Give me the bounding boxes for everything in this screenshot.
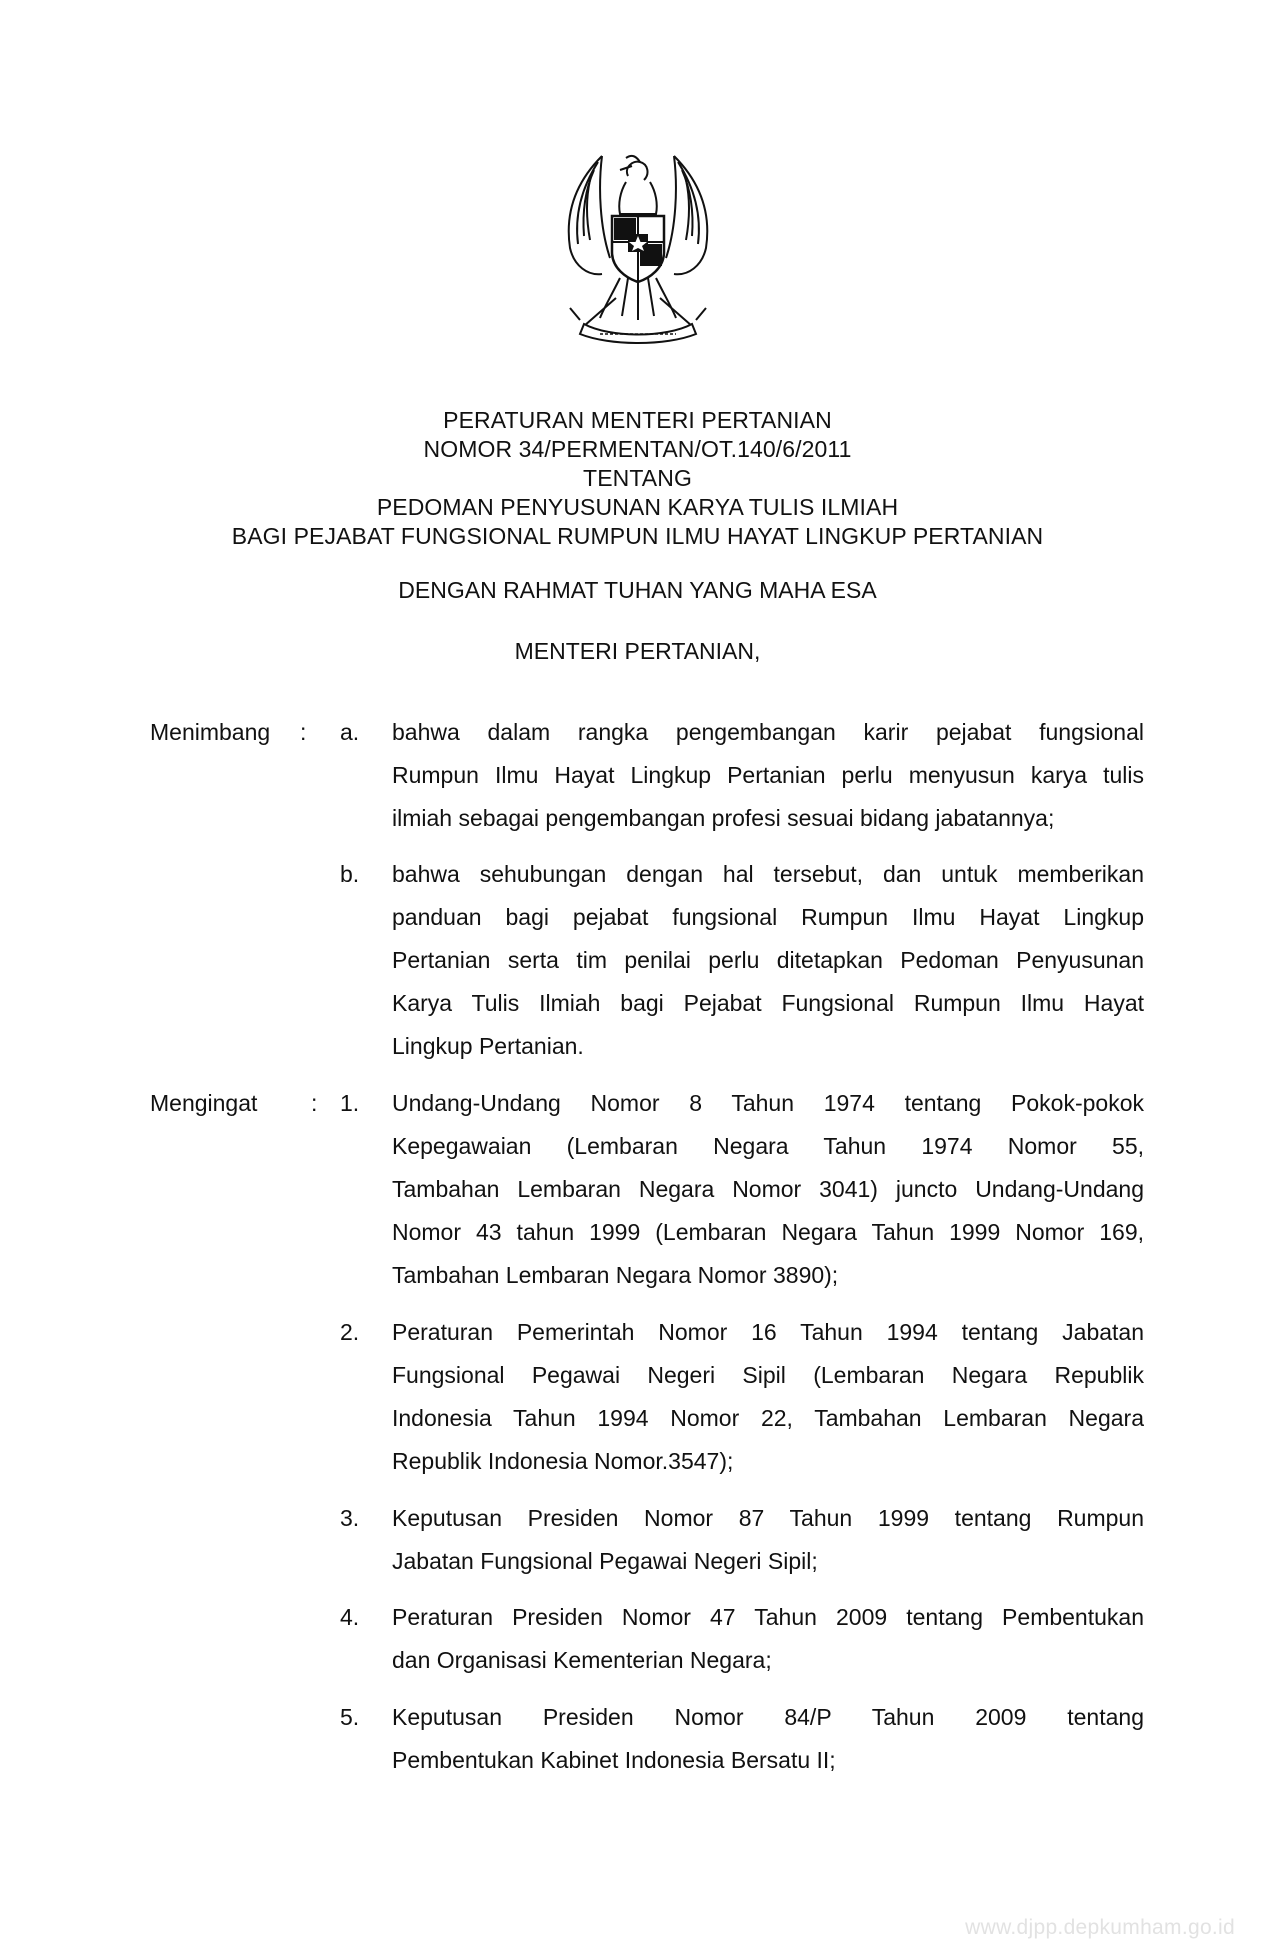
text-line: Jabatan Fungsional Pegawai Negeri Sipil; bbox=[392, 1548, 818, 1574]
text-line: ilmiah sebagai pengembangan profesi sesuai bidang jabatannya; bbox=[392, 805, 1055, 831]
mengingat-item-3-marker: 3. bbox=[340, 1505, 360, 1531]
text-line: Lingkup Pertanian. bbox=[392, 1033, 584, 1059]
menimbang-item-a bbox=[392, 711, 1144, 840]
menimbang-item-b bbox=[392, 853, 1144, 1068]
text-line: Tambahan Lembaran Negara Nomor 3890); bbox=[392, 1262, 839, 1288]
mengingat-item-3 bbox=[392, 1497, 1144, 1583]
text-line: Peraturan Pemerintah Nomor 16 Tahun 1994 tentang Jabatan bbox=[392, 1319, 1144, 1345]
text-line: Rumpun Ilmu Hayat Lingkup Pertanian perlu menyusun karya tulis bbox=[392, 762, 1144, 788]
title-line-regulation: PERATURAN MENTERI PERTANIAN bbox=[443, 407, 832, 433]
menimbang-item-a-marker: a. bbox=[340, 719, 360, 745]
mengingat-item-4-marker: 4. bbox=[340, 1604, 360, 1630]
text-line: panduan bagi pejabat fungsional Rumpun Ilmu Hayat Lingkup bbox=[392, 904, 1144, 930]
regulation-title bbox=[0, 406, 1275, 551]
menimbang-item-b-marker: b. bbox=[340, 861, 360, 887]
menimbang-colon: : bbox=[300, 719, 307, 745]
minister-heading: MENTERI PERTANIAN, bbox=[514, 638, 761, 664]
text-line: Peraturan Presiden Nomor 47 Tahun 2009 tentang Pembentukan bbox=[392, 1604, 1144, 1630]
mengingat-colon: : bbox=[311, 1090, 318, 1116]
mengingat-item-4 bbox=[392, 1596, 1144, 1682]
source-watermark: www.djpp.depkumham.go.id bbox=[965, 1916, 1235, 1939]
text-line: Keputusan Presiden Nomor 84/P Tahun 2009 tentang bbox=[392, 1704, 1144, 1730]
mengingat-item-1 bbox=[392, 1082, 1144, 1297]
text-line: Kepegawaian (Lembaran Negara Tahun 1974 Nomor 55, bbox=[392, 1133, 1144, 1159]
title-line-subject-1: PEDOMAN PENYUSUNAN KARYA TULIS ILMIAH bbox=[376, 494, 899, 520]
text-line: Indonesia Tahun 1994 Nomor 22, Tambahan Lembaran Negara bbox=[392, 1405, 1144, 1431]
mengingat-item-2 bbox=[392, 1311, 1144, 1483]
text-line: Pertanian serta tim penilai perlu ditetapkan Pedoman Penyusunan bbox=[392, 947, 1144, 973]
title-line-number: NOMOR 34/PERMENTAN/OT.140/6/2011 bbox=[423, 436, 852, 462]
title-line-about: TENTANG bbox=[583, 465, 692, 491]
text-line: Fungsional Pegawai Negeri Sipil (Lembaran Negara Republik bbox=[392, 1362, 1144, 1388]
text-line: bahwa sehubungan dengan hal tersebut, dan untuk memberikan bbox=[392, 861, 1144, 887]
text-line: dan Organisasi Kementerian Negara; bbox=[392, 1647, 772, 1673]
text-line: Keputusan Presiden Nomor 87 Tahun 1999 tentang Rumpun bbox=[392, 1505, 1144, 1531]
mengingat-item-5-marker: 5. bbox=[340, 1704, 360, 1730]
mengingat-label: Mengingat bbox=[150, 1090, 258, 1116]
text-line: Undang-Undang Nomor 8 Tahun 1974 tentang Pokok-pokok bbox=[392, 1090, 1144, 1116]
text-line: Tambahan Lembaran Negara Nomor 3041) juncto Undang-Undang bbox=[392, 1176, 1144, 1202]
garuda-pancasila-emblem-icon bbox=[540, 148, 736, 348]
invocation: DENGAN RAHMAT TUHAN YANG MAHA ESA bbox=[398, 577, 877, 603]
text-line: Pembentukan Kabinet Indonesia Bersatu II; bbox=[392, 1747, 836, 1773]
mengingat-item-2-marker: 2. bbox=[340, 1319, 360, 1345]
menimbang-label: Menimbang bbox=[150, 719, 271, 745]
mengingat-item-1-marker: 1. bbox=[340, 1090, 360, 1116]
title-line-subject-2: BAGI PEJABAT FUNGSIONAL RUMPUN ILMU HAYAT LINGKUP PERTANIAN bbox=[231, 523, 1044, 549]
text-line: Karya Tulis Ilmiah bagi Pejabat Fungsional Rumpun Ilmu Hayat bbox=[392, 990, 1144, 1016]
text-line: Republik Indonesia Nomor.3547); bbox=[392, 1448, 734, 1474]
text-line: bahwa dalam rangka pengembangan karir pejabat fungsional bbox=[392, 719, 1144, 745]
text-line: Nomor 43 tahun 1999 (Lembaran Negara Tahun 1999 Nomor 169, bbox=[392, 1219, 1144, 1245]
mengingat-item-5 bbox=[392, 1696, 1144, 1782]
